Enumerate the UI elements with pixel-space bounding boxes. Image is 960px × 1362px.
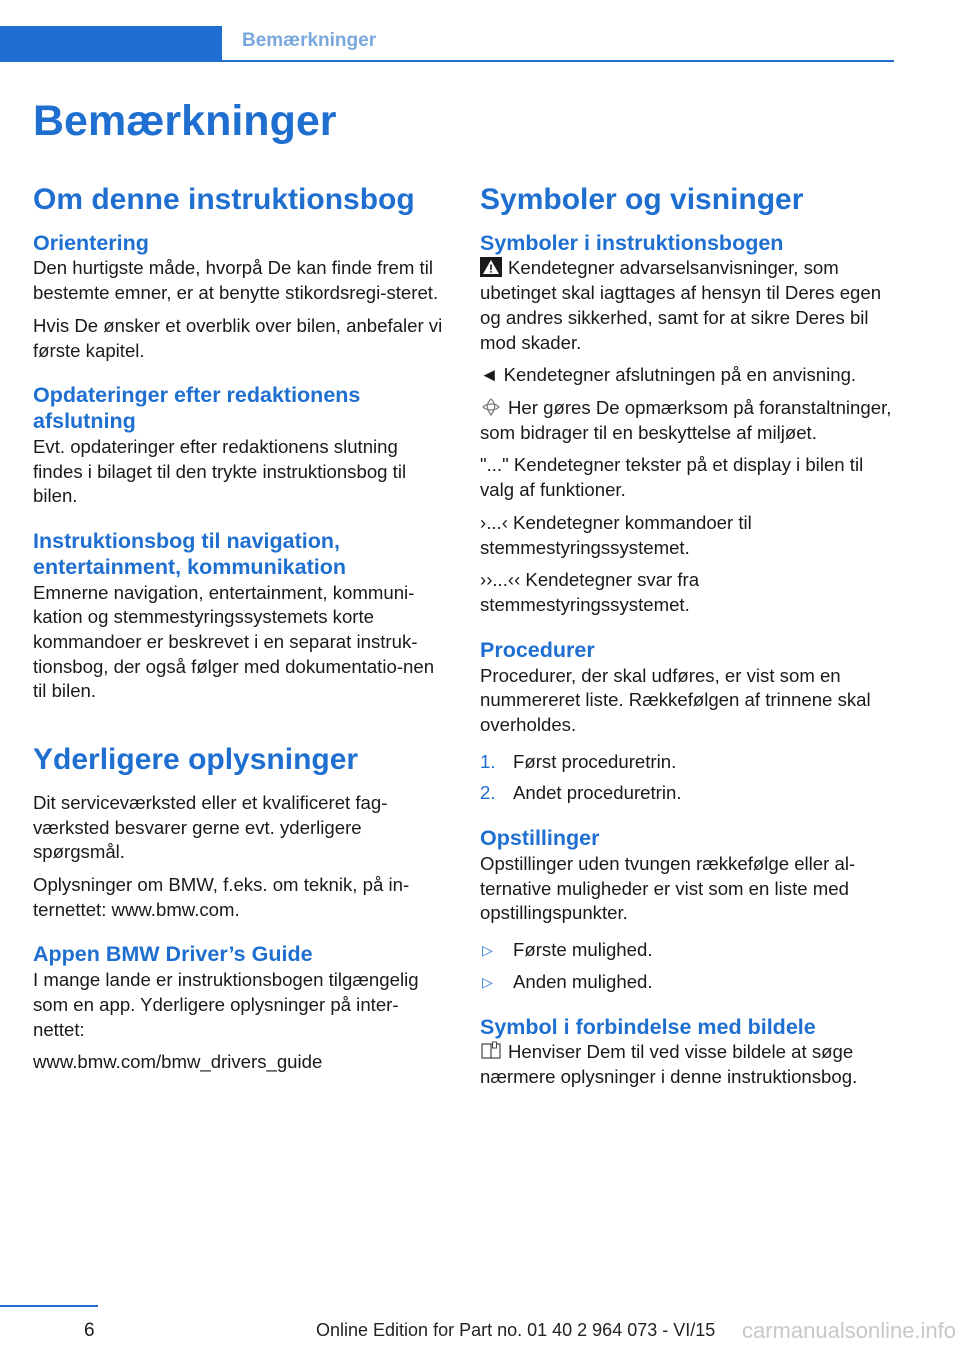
paragraph-environment xyxy=(480,396,895,445)
step-number: 1. xyxy=(480,750,496,772)
list-item xyxy=(480,781,895,806)
watermark: carmanualsonline.info xyxy=(742,1318,957,1343)
paragraph: I mange lande er instruktionsbogen tilgængelig som en app. Yderligere oplysninger på inter-nettet: xyxy=(33,969,419,1040)
step-text: Først proceduretrin. xyxy=(513,750,677,772)
paragraph: Oplysninger om BMW, f.eks. om teknik, på in-ternettet: www.bmw.com. xyxy=(33,873,410,920)
header-blue-block xyxy=(0,26,222,62)
subheading-symboler: Symboler i instruktionsbogen xyxy=(480,230,784,255)
paragraph-display: "..." Kendetegner tekster på et display i bilen til valg af funktioner. xyxy=(480,454,864,501)
bullet-triangle-icon: ▷ xyxy=(482,942,493,959)
subheading-procedurer: Procedurer xyxy=(480,637,595,662)
step-number: 2. xyxy=(480,782,496,804)
list-item xyxy=(480,938,895,963)
section-title-symboler: Symboler og visninger xyxy=(480,183,804,216)
page-title: Bemærkninger xyxy=(33,97,337,145)
page-number: 6 xyxy=(84,1320,95,1341)
vehicle-part-text: Henviser Dem til ved visse bildele at søge nærmere oplysninger i denne instruktionsbog. xyxy=(480,1041,858,1088)
left-column xyxy=(33,182,448,1083)
environment-leaf-icon xyxy=(480,397,502,417)
section-title-instruktionsbog: Om denne instruktionsbog xyxy=(33,183,415,216)
right-column xyxy=(480,182,895,1098)
paragraph: Procedurer, der skal udføres, er vist som en nummereret liste. Rækkefølgen af trinnene skal overholdes. xyxy=(480,664,871,735)
paragraph-warning xyxy=(480,256,895,355)
warning-triangle-icon xyxy=(480,257,502,277)
environment-text: Her gøres De opmærksom på foranstaltninger, som bidrager til en beskyttelse af miljøet. xyxy=(480,396,892,443)
paragraph-end: ◄ Kendetegner afslutningen på en anvisning. xyxy=(480,364,857,386)
option-text: Første mulighed. xyxy=(513,939,653,961)
paragraph-url: www.bmw.com/bmw_drivers_guide xyxy=(33,1051,323,1073)
step-text: Andet proceduretrin. xyxy=(513,782,682,804)
vehicle-part-book-icon xyxy=(480,1041,502,1061)
paragraph: Den hurtigste måde, hvorpå De kan finde frem til bestemte emner, er at benytte stikordsregi-steret. xyxy=(33,257,439,304)
paragraph: Dit serviceværksted eller et kvalificeret fag-værksted besvarer gerne evt. yderligere spørgsmål. xyxy=(33,791,388,863)
paragraph-command: ›...‹ Kendetegner kommandoer til stemmestyringssystemet. xyxy=(480,511,752,558)
paragraph: Opstillinger uden tvungen rækkefølge eller al-ternative muligheder er vist som en liste med opstillingspunkter. xyxy=(480,852,856,924)
subheading-bildele: Symbol i forbindelse med bildele xyxy=(480,1014,816,1039)
header-rule xyxy=(222,60,894,62)
footer-edition: Online Edition for Part no. 01 40 2 964 073 - VI/15 xyxy=(316,1320,716,1340)
subheading-opstillinger: Opstillinger xyxy=(480,826,600,851)
subheading-navigation: Instruktionsbog til navigation, entertainment, kommunikation xyxy=(33,529,346,579)
paragraph: Emnerne navigation, entertainment, kommuni-kation og stemmestyringssystemets korte kommandoer er beskrevet i en separat instruk-tionsbog, der også følger med dokumentatio-nen til bilen. xyxy=(33,581,435,702)
paragraph-vehicle-part xyxy=(480,1040,895,1089)
option-text: Anden mulighed. xyxy=(513,970,653,992)
warning-text: Kendetegner advarselsanvisninger, som ubetinget skal iagttages af hensyn til Deres egen og andres sikkerhed, samt for at sikre Deres bil mod skader. xyxy=(480,257,882,353)
section-title-yderligere: Yderligere oplysninger xyxy=(33,743,359,777)
list-item xyxy=(480,750,895,775)
options-list xyxy=(480,938,895,994)
procedure-list xyxy=(480,750,895,806)
footer-rule xyxy=(0,1305,98,1307)
subheading-orientering: Orientering xyxy=(33,230,149,255)
list-item xyxy=(480,970,895,995)
paragraph: Evt. opdateringer efter redaktionens slutning findes i bilaget til den trykte instruktionsbog til bilen. xyxy=(33,435,407,507)
paragraph: Hvis De ønsker et overblik over bilen, anbefaler vi første kapitel. xyxy=(33,314,443,361)
subheading-opdateringer: Opdateringer efter redaktionens afslutning xyxy=(33,383,361,434)
paragraph-answer: ››...‹‹ Kendetegner svar fra stemmestyringssystemet. xyxy=(480,569,700,616)
header-title: Bemærkninger xyxy=(242,30,377,51)
bullet-triangle-icon: ▷ xyxy=(482,973,493,990)
subheading-appen: Appen BMW Driver’s Guide xyxy=(33,942,313,967)
